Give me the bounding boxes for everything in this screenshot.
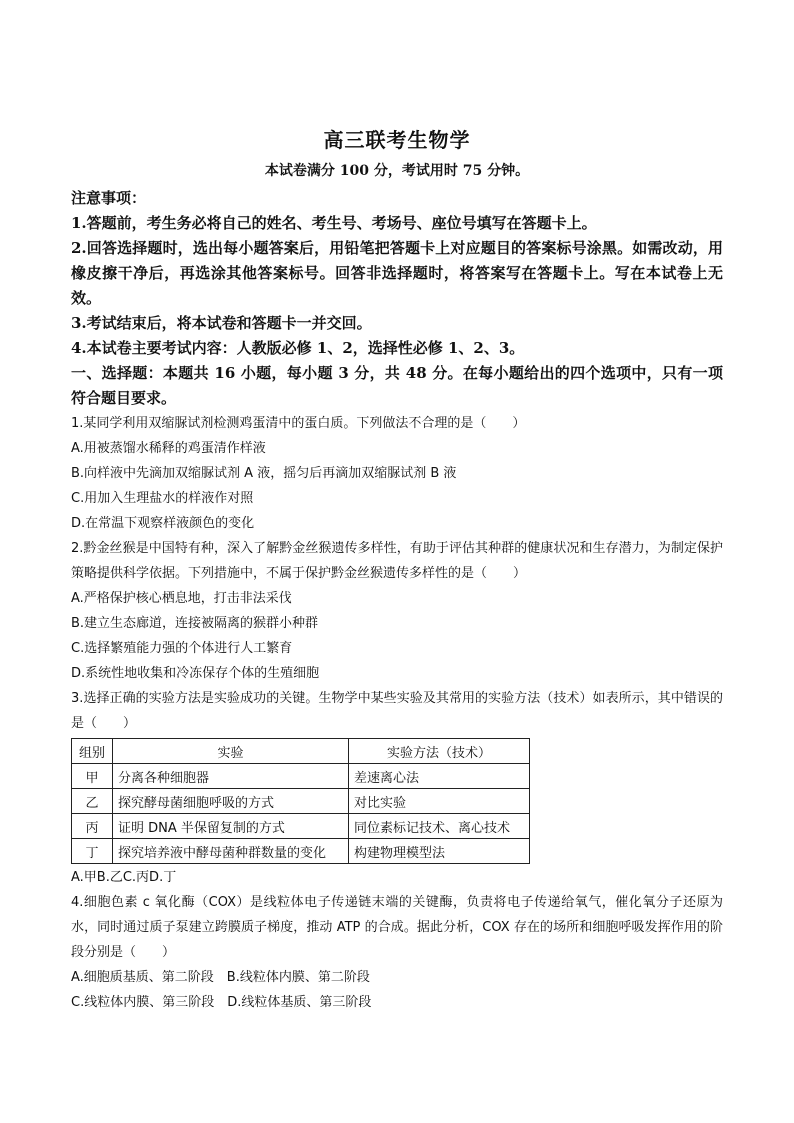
table-header: 实验方法（技术） <box>349 739 530 764</box>
options-line: A.甲B.乙C.丙D.丁 <box>71 870 177 885</box>
question-4 <box>71 890 723 1015</box>
option-b: B.建立生态廊道，连接被隔离的猴群小种群 <box>71 616 319 631</box>
options-line-1: A.细胞质基质、第二阶段 B.线粒体内膜、第二阶段 <box>71 970 370 985</box>
question-stem: 2.黔金丝猴是中国特有种，深入了解黔金丝猴遗传多样性，有助于评估其种群的健康状况和生存潜力，为制定保护策略提供科学依据。下列措施中，不属于保护黔金丝猴遗传多样性的是（ ） <box>71 541 723 581</box>
table-cell: 证明 DNA 半保留复制的方式 <box>113 814 349 839</box>
table-cell: 同位素标记技术、离心技术 <box>349 814 530 839</box>
table-cell: 对比实验 <box>349 789 530 814</box>
table-header: 实验 <box>113 739 349 764</box>
table-cell: 丙 <box>72 814 113 839</box>
table-cell: 分离各种细胞器 <box>113 764 349 789</box>
table-cell: 探究培养液中酵母菌种群数量的变化 <box>113 839 349 864</box>
notice-item-1: 1.答题前，考生务必将自己的姓名、考生号、考场号、座位号填写在答题卡上。 <box>71 214 597 232</box>
section-heading: 一、选择题：本题共 16 小题，每小题 3 分，共 48 分。在每小题给出的四个选项中，只有一项符合题目要求。 <box>71 364 723 407</box>
option-a: A.严格保护核心栖息地，打击非法采伐 <box>71 591 292 606</box>
page-subtitle: 本试卷满分 100 分，考试用时 75 分钟。 <box>264 163 530 179</box>
table-header-row <box>72 739 530 764</box>
option-c: C.选择繁殖能力强的个体进行人工繁育 <box>71 641 293 656</box>
question-stem: 3.选择正确的实验方法是实验成功的关键。生物学中某些实验及其常用的实验方法（技术）如表所示，其中错误的是（ ） <box>71 691 723 731</box>
table-row <box>72 814 530 839</box>
option-b: B.向样液中先滴加双缩脲试剂 A 液，摇匀后再滴加双缩脲试剂 B 液 <box>71 466 457 481</box>
notice-item-3: 3.考试结束后，将本试卷和答题卡一并交回。 <box>71 314 372 332</box>
notice-item-2: 2.回答选择题时，选出每小题答案后，用铅笔把答题卡上对应题目的答案标号涂黑。如需改动，用橡皮擦干净后，再选涂其他答案标号。回答非选择题时，将答案写在答题卡上。写在本试卷上无效。 <box>71 239 723 307</box>
table-row <box>72 839 530 864</box>
table-cell: 构建物理模型法 <box>349 839 530 864</box>
option-d: D.系统性地收集和冷冻保存个体的生殖细胞 <box>71 666 320 681</box>
question-stem: 1.某同学利用双缩脲试剂检测鸡蛋清中的蛋白质。下列做法不合理的是（ ） <box>71 416 526 431</box>
option-c: C.用加入生理盐水的样液作对照 <box>71 491 254 506</box>
question-1 <box>71 411 723 536</box>
options-line-2: C.线粒体内膜、第三阶段 D.线粒体基质、第三阶段 <box>71 995 372 1010</box>
experiment-table <box>71 738 530 864</box>
table-row <box>72 764 530 789</box>
option-d: D.在常温下观察样液颜色的变化 <box>71 516 255 531</box>
option-a: A.用被蒸馏水稀释的鸡蛋清作样液 <box>71 441 266 456</box>
table-cell: 乙 <box>72 789 113 814</box>
notice-heading: 注意事项： <box>71 189 147 207</box>
table-cell: 探究酵母菌细胞呼吸的方式 <box>113 789 349 814</box>
notice-item-4: 4.本试卷主要考试内容：人教版必修 1、2，选择性必修 1、2、3。 <box>71 339 525 357</box>
table-header: 组别 <box>72 739 113 764</box>
question-2 <box>71 536 723 686</box>
table-row <box>72 789 530 814</box>
table-cell: 甲 <box>72 764 113 789</box>
question-stem: 4.细胞色素 c 氧化酶（COX）是线粒体电子传递链末端的关键酶，负责将电子传递给氧气，催化氧分子还原为水，同时通过质子泵建立跨膜质子梯度，推动 ATP 的合成。据此分析，COX 存在的场所和细胞呼吸发挥作用的阶段分别是（ ） <box>71 895 723 960</box>
exam-content <box>71 186 723 1015</box>
page-title: 高三联考生物学 <box>323 128 471 152</box>
table-cell: 差速离心法 <box>349 764 530 789</box>
question-3 <box>71 686 723 890</box>
table-cell: 丁 <box>72 839 113 864</box>
